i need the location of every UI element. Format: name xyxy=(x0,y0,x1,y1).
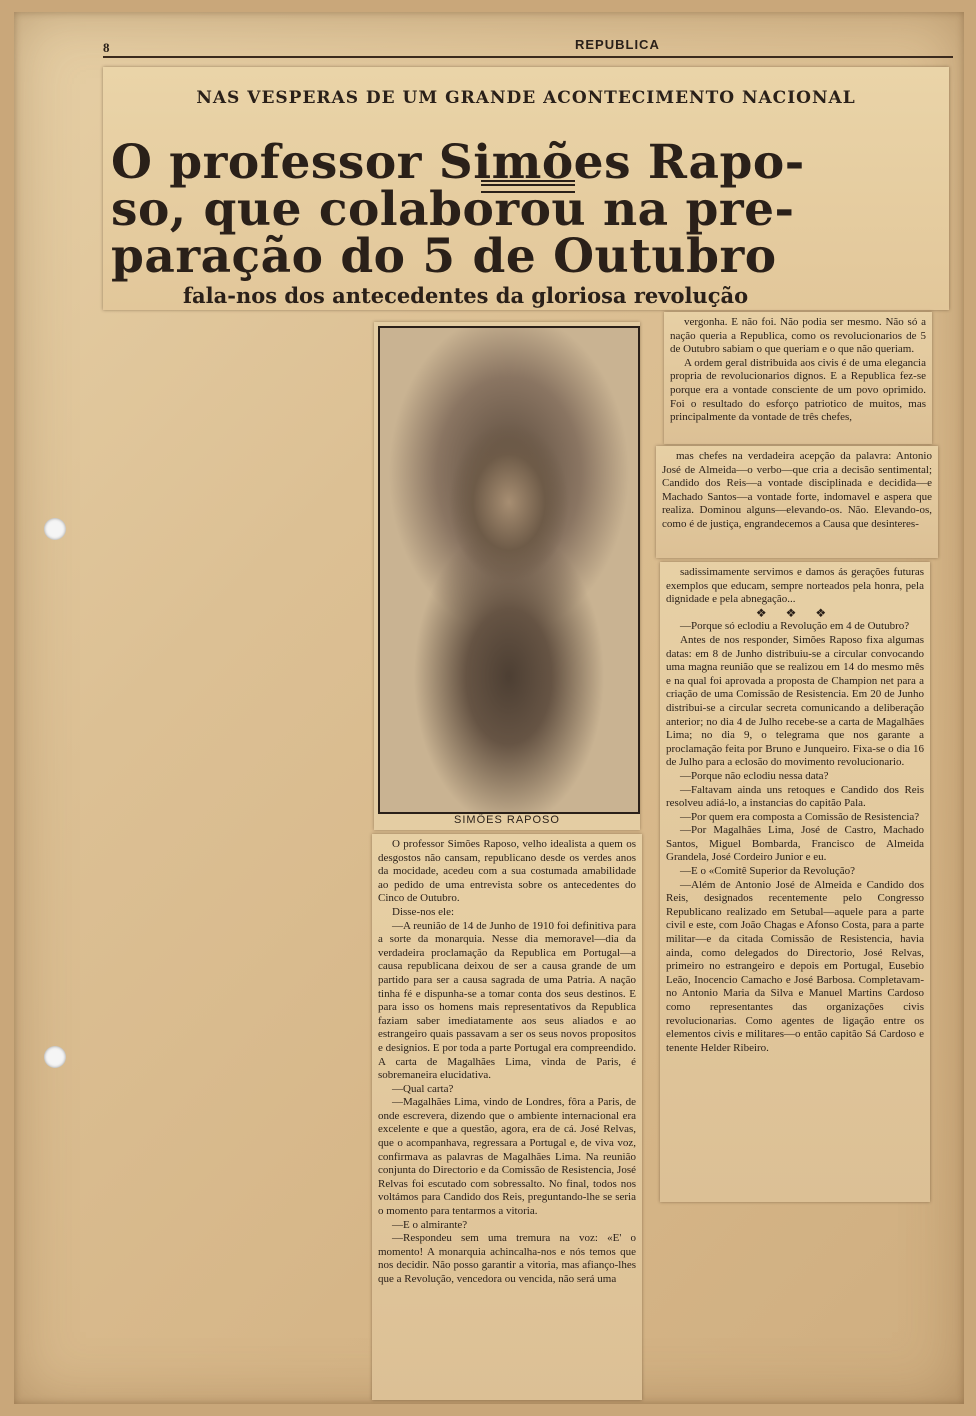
article-column-right-mid xyxy=(656,446,938,558)
paragraph: —Porque só eclodiu a Revolução em 4 de Outubro? xyxy=(680,620,910,633)
headline-line: O professor Simões Rapo- xyxy=(111,135,805,190)
paragraph: —Qual carta? xyxy=(392,1082,454,1095)
paragraph: —Além de Antonio José de Almeida e Candido dos Reis, designados recentemente pelo Congresso Republicano realizado em Setubal—aquele para a parte civil e este, com João Chagas e Afonso Costa, para a parte militar—e da citada Comissão de Resistencia, havia ainda, como delegados do Directorio, José Relvas, primeiro no estrangeiro e depois em Portugal, Eusebio Leão, Inocencio Camacho e José Barbosa. Completavam-no Antonio Maria da Silva e Manuel Martins Cardoso como representantes das organizações civis revolucionarias. Como agentes de ligação entre os elementos civis e militares—o então capitão Sá Cardoso e tenente Helder Ribeiro. xyxy=(666,878,924,1054)
kicker: NAS VESPERAS DE UM GRANDE ACONTECIMENTO NACIONAL xyxy=(196,88,856,108)
paragraph: vergonha. E não foi. Não podia ser mesmo. Não só a nação queria a Republica, como os revolucionarios de 5 de Outubro sabiam o que queriam e o que não queriam. xyxy=(670,316,926,356)
paragraph: —Respondeu sem uma tremura na voz: «E' o momento! A monarquia achincalha-nos e nós temos que nos decidir. Não posso garantir a vitoria, mas afianço-lhes que a Revolução, vencedora ou vencida, não será uma xyxy=(378,1232,636,1285)
headline-clipping xyxy=(103,67,949,310)
masthead: REPUBLICA xyxy=(575,37,660,52)
binder-hole xyxy=(44,1046,66,1068)
paragraph: —Faltavam ainda uns retoques e Candido dos Reis resolveu adiá-lo, a instancias do capitão Pala. xyxy=(666,783,924,810)
portrait-photo xyxy=(378,326,640,814)
subhead: fala-nos dos antecedentes da gloriosa revolução xyxy=(183,283,749,308)
ornament: ❖ ❖ ❖ xyxy=(755,605,835,620)
paragraph: —Por Magalhães Lima, José de Castro, Machado Santos, Miguel Bombarda, Francisco de Almeida Grandela, José Cordeiro Junior e eu. xyxy=(666,824,924,864)
paragraph: sadissimamente servimos e damos ás gerações futuras exemplos que educam, sempre norteados pela honra, pela dignidade e pela abnegação... xyxy=(666,566,924,606)
paragraph: O professor Simões Raposo, velho idealista a quem os desgostos não cansam, republicano desde os verdes anos da mocidade, acedeu com a sua costumada amabilidade ao pedido de uma entrevista sobre os antecedentes do Cinco de Outubro. xyxy=(378,838,636,905)
paragraph: —Magalhães Lima, vindo de Londres, fôra a Paris, de onde escrevera, dizendo que o ambiente internacional era excelente e que a questão, agora, era de cá. José Relvas, que o acompanhava, regressara a Portugal e, de viva voz, confirmava as palavras de Magalhães Lima. Na reunião conjunta do Directorio e da Comissão de Resistencia, José Relvas foi escutado com sobressalto. No final, todos nos voltámos para Candido dos Reis, preguntando-lhe se seria o momento para tentarmos a vitoria. xyxy=(378,1096,636,1218)
photo-caption: SIMÕES RAPOSO xyxy=(454,814,560,826)
headline xyxy=(111,135,949,284)
paragraph: —A reunião de 14 de Junho de 1910 foi definitiva para a sorte da monarquia. Nesse dia memoravel—dia da verdadeira proclamação da Republica em Portugal—a causa republicana deixou de ser a causa grande de um partido para ser a causa sagrada de uma Patria. A nação tinha fé e dispunha-se a tomar conta dos seus destinos. E para isso os homens mais representativos da Republica faziam saber imediatamente aos seus aliados e ao estrangeiro quais passavam a ser os seus novos propositos e designios. E por toda a parte Portugal era compreendido. A carta de Magalhães Lima, vinda de Paris, é sobremaneira elucidativa. xyxy=(378,919,636,1082)
paragraph: Disse-nos ele: xyxy=(392,905,455,918)
portrait-clipping xyxy=(374,322,640,830)
article-column-left xyxy=(372,834,642,1400)
paragraph: —E o almirante? xyxy=(392,1218,468,1231)
article-column-right-low xyxy=(660,562,930,1202)
binder-hole xyxy=(44,518,66,540)
article-column-right-top xyxy=(664,312,932,444)
paragraph: —Por quem era composta a Comissão de Resistencia? xyxy=(680,810,920,823)
paragraph: Antes de nos responder, Simões Raposo fixa algumas datas: em 8 de Junho distribuiu-se a circular convocando uma magna reunião que se realizou em 14 do mesmo mês e na qual foi aprovada a proposta de Champion net para a criação de uma Comissão de Resistencia. Em 20 de Junho distribui-se a circular secreta comunicando a deliberação anterior; no dia 4 de Julho recebe-se a carta de Magalhães Lima; no dia 9, o telegrama que nos garante a proclamação feita por Bruno e Junqueiro. Fixa-se o dia 16 de Julho para a eclosão do movimento revolucionario. xyxy=(666,633,924,769)
page-number: 8 xyxy=(103,40,110,55)
headline-line: so, que colaborou na pre- xyxy=(111,182,795,237)
paragraph: —Porque não eclodiu nessa data? xyxy=(680,769,829,782)
top-rule xyxy=(103,56,953,58)
paragraph: mas chefes na verdadeira acepção da palavra: Antonio José de Almeida—o verbo—que cria a decisão sentimental; Candido dos Reis—a vontade disciplinada e decidida—e Machado Santos—a vontade forte, indomavel e aspera que realiza. Dominou alguns—elevando-os. Não. Elevando-os, como é de justiça, engrandecemos a Causa que desinteres- xyxy=(662,450,932,530)
headline-line: paração do 5 de Outubro xyxy=(111,229,777,284)
paragraph: A ordem geral distribuida aos civis é de uma elegancia propria de revolucionarios dignos. E a Republica fez-se porque era a vontade consciente de um povo oprimido. Foi o resultado do esforço patriotico de muitos, mas principalmente da vontade de três chefes, xyxy=(670,356,926,424)
paragraph: —E o «Comitê Superior da Revolução? xyxy=(680,865,856,878)
